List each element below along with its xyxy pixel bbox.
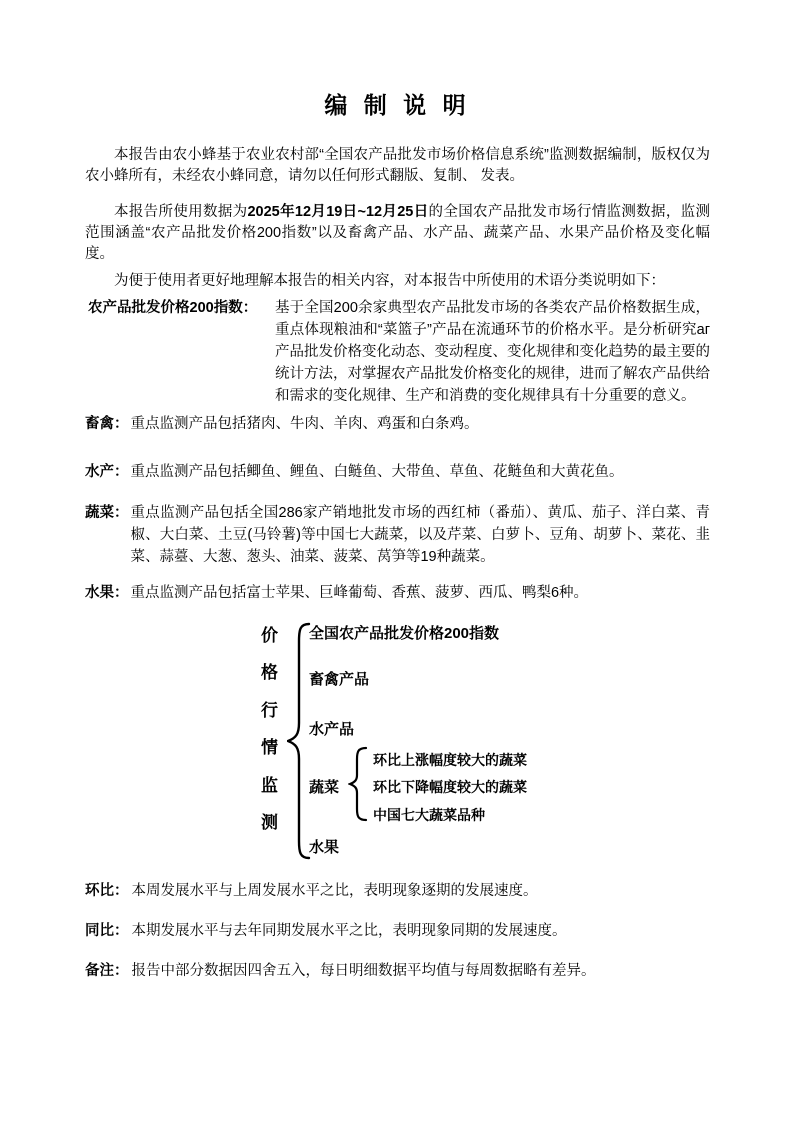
root-char: 行 bbox=[261, 700, 278, 720]
price-monitoring-diagram bbox=[85, 621, 710, 864]
root-char: 监 bbox=[261, 775, 278, 795]
root-char: 价 bbox=[261, 626, 278, 645]
p2-prefix: 本报告所使用数据为 bbox=[114, 204, 248, 220]
footnote-label: 环比： bbox=[85, 883, 129, 899]
sub-branch-veg-falling: 环比下降幅度较大的蔬菜 bbox=[373, 779, 527, 795]
category-row-vegetables bbox=[85, 502, 710, 568]
category-text: 重点监测产品包括猪肉、牛肉、羊肉、鸡蛋和白条鸡。 bbox=[130, 416, 479, 432]
intro-paragraph-terms-note: 为便于使用者更好地理解本报告的相关内容，对本报告中所使用的术语分类说明如下： bbox=[114, 273, 665, 289]
category-text: 重点监测产品包括全国286家产销地批发市场的西红柿（番茄）、黄瓜、茄子、洋白菜、青椒、大白菜、土豆(马铃薯)等中国七大蔬菜，以及芹菜、白萝卜、豆角、胡萝卜、菜花、韭菜、蒜薹、大葱、葱头、油菜、菠菜、莴笋等19种蔬菜。 bbox=[130, 505, 710, 565]
branch-fruits: 水果 bbox=[309, 839, 340, 856]
category-label: 水产： bbox=[85, 464, 129, 480]
intro-paragraph-copyright: 本报告由农小蜂基于农业农村部“全国农产品批发市场价格信息系统”监测数据编制，版权仅为农小蜂所有，未经农小蜂同意，请勿以任何形式翻版、复制、 发表。 bbox=[85, 147, 710, 184]
footnote-row-yoy bbox=[85, 921, 710, 942]
main-curly-brace-icon bbox=[287, 622, 311, 862]
page-title: 编 制 说 明 bbox=[324, 92, 471, 118]
vegetable-curly-brace-icon bbox=[348, 746, 368, 822]
category-text: 重点监测产品包括富士苹果、巨峰葡萄、香蕉、菠萝、西瓜、鸭梨6种。 bbox=[130, 585, 589, 601]
footnote-label: 备注： bbox=[85, 963, 129, 979]
sub-branch-veg-rising: 环比上涨幅度较大的蔬菜 bbox=[373, 752, 527, 768]
footnote-row-remark bbox=[85, 961, 710, 982]
branch-livestock: 畜禽产品 bbox=[309, 671, 370, 688]
category-row-livestock bbox=[85, 413, 710, 435]
root-char: 格 bbox=[261, 663, 278, 683]
root-char: 情 bbox=[261, 738, 278, 758]
branch-vegetables: 蔬菜 bbox=[309, 779, 340, 796]
p2-suffix: 的全国农产品批发市场行情监测数据，监测范围涵盖“农产品批发价格200指数”以及畜禽产品、水产品、蔬菜产品、水果产品价格及变化幅度。 bbox=[85, 204, 711, 262]
root-char: 测 bbox=[261, 812, 278, 832]
category-row-fruits bbox=[85, 582, 710, 604]
intro-paragraph-data-scope bbox=[85, 202, 710, 265]
footnote-text: 本期发展水平与去年同期发展水平之比，表明现象同期的发展速度。 bbox=[131, 923, 567, 939]
term-description: 基于全国200余家典型农产品批发市场的各类农产品价格数据生成，重点体现粮油和“菜篮子”产品在流通环节的价格水平。是分析研究аг 产品批发价格变化动态、变动程度、变化规律和变化趋势的最主要的统计方法，对掌握农产品批发价格变化的规律，进而了解农产品供给和需求的变化规律、生产和消费的变化规律具有十分重要的意义。 bbox=[275, 300, 710, 404]
category-label: 畜禽： bbox=[85, 416, 129, 432]
sub-branch-veg-seven: 中国七大蔬菜品种 bbox=[373, 807, 485, 823]
category-label: 蔬菜： bbox=[85, 505, 129, 521]
category-row-aquatic bbox=[85, 461, 710, 483]
term-definition-price-index bbox=[85, 297, 710, 407]
term-label: 农产品批发价格200指数： bbox=[88, 300, 258, 316]
category-text: 重点监测产品包括鲫鱼、鲤鱼、白鲢鱼、大带鱼、草鱼、花鲢鱼和大黄花鱼。 bbox=[130, 464, 624, 480]
branch-price-index: 全国农产品批发价格200指数 bbox=[309, 625, 500, 642]
branch-aquatic: 水产品 bbox=[309, 721, 355, 738]
footnote-text: 本周发展水平与上周发展水平之比，表明现象逐期的发展速度。 bbox=[131, 883, 538, 899]
footnote-label: 同比： bbox=[85, 923, 129, 939]
footnote-text: 报告中部分数据因四舍五入，每日明细数据平均值与每周数据略有差异。 bbox=[131, 963, 596, 979]
diagram-root-label bbox=[261, 627, 278, 831]
category-label: 水果： bbox=[85, 585, 129, 601]
footnote-row-mom bbox=[85, 881, 710, 902]
p2-date-range: 2025年12月19日~12月25日 bbox=[247, 204, 429, 220]
